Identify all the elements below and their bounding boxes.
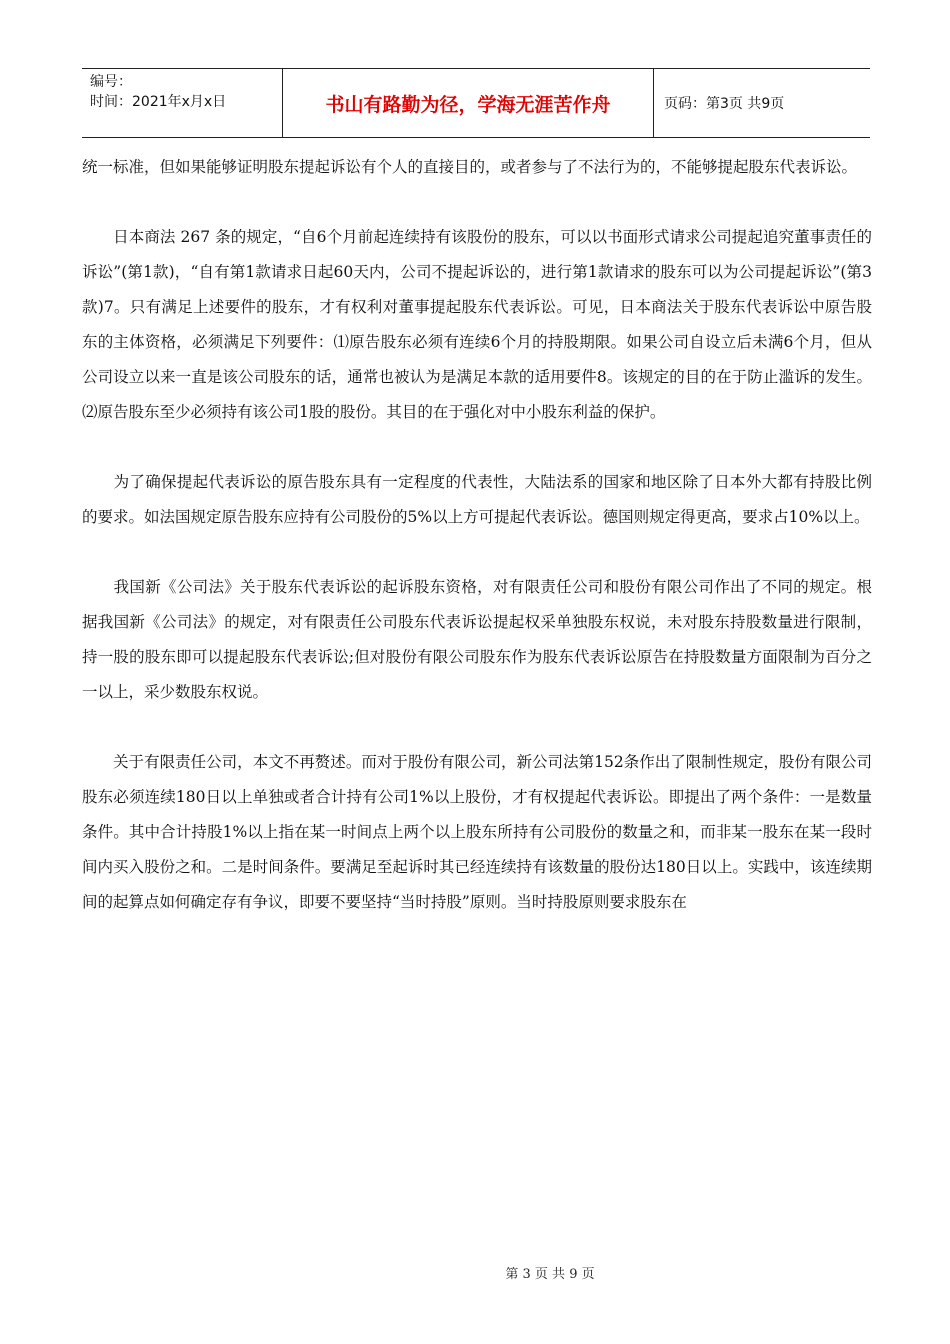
document-date-label: 时间：2021年x月x日 — [90, 94, 227, 110]
paragraph-1: 统一标准，但如果能够证明股东提起诉讼有个人的直接目的，或者参与了不法行为的，不能够提起股东代表诉讼。 — [82, 158, 858, 176]
paragraph-4: 我国新《公司法》关于股东代表诉讼的起诉股东资格，对有限责任公司和股份有限公司作出了不同的规定。根据我国新《公司法》的规定，对有限责任公司股东代表诉讼提起权采单独股东权说，未对股东持股数量进行限制，持一股的股东即可以提起股东代表诉讼;但对股份有限公司股东作为股东代表诉讼原告在持股数量方面限制为百分之一以上，采少数股东权说。 — [82, 578, 872, 701]
document-body — [82, 150, 872, 920]
page-footer — [0, 1263, 950, 1282]
footer-page-number: 第 3 页 共 9 页 — [505, 1267, 595, 1282]
paragraph-2: 日本商法 267 条的规定，“自6个月前起连续持有该股份的股东，可以以书面形式请求公司提起追究董事责任的诉讼”(第1款)，“自有第1款请求日起60天内，公司不提起诉讼的，进行第1款请求的股东可以为公司提起诉讼”(第3款)7。只有满足上述要件的股东，才有权利对董事提起股东代表诉讼。可见，日本商法关于股东代表诉讼中原告股东的主体资格，必须满足下列要件：⑴原告股东必须有连续6个月的持股期限。如果公司自设立后未满6个月，但从公司设立以来一直是该公司股东的话，通常也被认为是满足本款的适用要件8。该规定的目的在于防止滥诉的发生。⑵原告股东至少必须持有该公司1股的股份。其目的在于强化对中小股东利益的保护。 — [82, 228, 872, 421]
document-header — [82, 68, 870, 138]
header-page-label: 页码：第3页 共9页 — [664, 96, 785, 112]
paragraph-5: 关于有限责任公司，本文不再赘述。而对于股份有限公司，新公司法第152条作出了限制性规定，股份有限公司股东必须连续180日以上单独或者合计持有公司1%以上股份，才有权提起代表诉讼。即提出了两个条件：一是数量条件。其中合计持股1%以上指在某一时间点上两个以上股东所持有公司股份的数量之和，而非某一股东在某一段时间内买入股份之和。二是时间条件。要满足至起诉时其已经连续持有该数量的股份达180日以上。实践中，该连续期间的起算点如何确定存有争议，即要不要坚持“当时持股”原则。当时持股原则要求股东在 — [82, 753, 872, 911]
document-number-label: 编号： — [90, 74, 132, 90]
header-motto: 书山有路勤为径，学海无涯苦作舟 — [282, 69, 654, 137]
paragraph-3: 为了确保提起代表诉讼的原告股东具有一定程度的代表性，大陆法系的国家和地区除了日本外大都有持股比例的要求。如法国规定原告股东应持有公司股份的5%以上方可提起代表诉讼。德国则规定得更高，要求占10%以上。 — [82, 473, 872, 526]
header-meta — [82, 69, 282, 137]
